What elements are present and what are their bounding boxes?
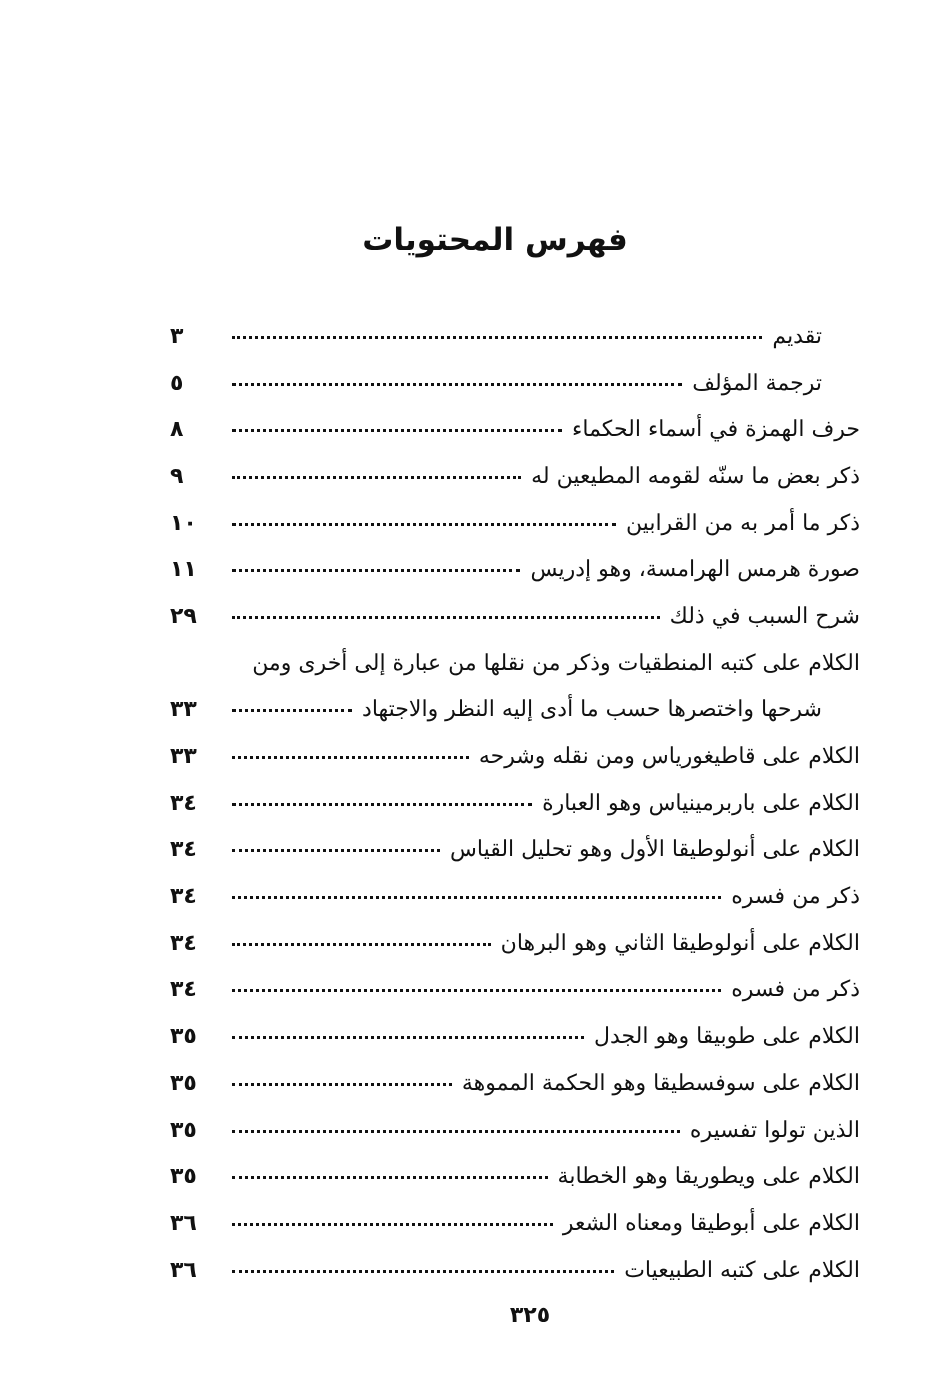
- toc-entry: [170, 780, 860, 827]
- toc-entry: [170, 1060, 860, 1107]
- toc-entry-text: [222, 604, 860, 629]
- toc-entry-text: [222, 1211, 860, 1236]
- toc-entry-label: الكلام على أبوطيقا ومعناه الشعر: [562, 1210, 860, 1236]
- dot-leader: [232, 943, 491, 946]
- toc-entry-label: تقديم: [772, 323, 822, 349]
- toc-page-number: ٣٣: [170, 744, 197, 770]
- toc-page-number: ٣٥: [170, 1164, 197, 1190]
- toc-entry: [170, 313, 860, 360]
- toc-entry-label: ذكر بعض ما سنّه لقومه المطيعين له: [531, 463, 860, 489]
- toc-entry-continuation: [170, 687, 860, 734]
- dot-leader: [232, 989, 721, 992]
- dot-leader: [232, 383, 682, 386]
- table-of-contents: [170, 313, 860, 1293]
- toc-page-number: ٣٥: [170, 1024, 197, 1050]
- toc-entry-label: الكلام على طوبيقا وهو الجدل: [593, 1024, 860, 1050]
- dot-leader: [232, 896, 721, 899]
- toc-entry-text: [222, 884, 860, 909]
- toc-entry-text: [222, 324, 860, 349]
- dot-leader: [232, 1176, 548, 1179]
- dot-leader: [232, 849, 440, 852]
- dot-leader: [232, 803, 532, 806]
- toc-entry-label: ترجمة المؤلف: [692, 370, 822, 396]
- toc-entry: [170, 827, 860, 874]
- toc-page-number: ٥: [170, 370, 184, 396]
- toc-entry-label: الكلام على قاطيغورياس ومن نقله وشرحه: [478, 744, 860, 770]
- toc-entry-label: شرحها واختصرها حسب ما أدى إليه النظر والاجتهاد: [362, 697, 822, 723]
- toc-page-number: ٣٤: [170, 837, 197, 863]
- dot-leader: [232, 1130, 680, 1133]
- toc-entry: [170, 453, 860, 500]
- toc-entry-text: [222, 1164, 860, 1189]
- toc-entry: [170, 640, 860, 687]
- toc-entry-text: [222, 744, 860, 769]
- toc-entry-label: الكلام على ويطوريقا وهو الخطابة: [557, 1164, 860, 1190]
- toc-entry-label: الكلام على باربرمينياس وهو العبارة: [542, 790, 860, 816]
- toc-entry: [170, 500, 860, 547]
- toc-page-number: ١٠: [170, 510, 197, 536]
- page-title: فهرس المحتويات: [362, 222, 628, 258]
- toc-entry-text: [222, 837, 860, 862]
- toc-entry-text: [222, 417, 860, 442]
- toc-entry-label: الذين تولوا تفسيره: [689, 1117, 860, 1143]
- toc-entry: [170, 406, 860, 453]
- toc-entry-text: [222, 511, 860, 536]
- toc-entry-label: ذكر من فسره: [731, 884, 860, 910]
- toc-entry-label: ذكر من فسره: [731, 977, 860, 1003]
- toc-entry-text: [170, 651, 860, 676]
- toc-page-number: ٣٤: [170, 930, 197, 956]
- toc-page-number: ٣٤: [170, 790, 197, 816]
- dot-leader: [232, 336, 762, 339]
- toc-entry: [170, 1247, 860, 1294]
- toc-page-number: ٢٩: [170, 603, 197, 629]
- dot-leader: [232, 709, 352, 712]
- dot-leader: [232, 756, 469, 759]
- toc-entry-label: الكلام على كتبه الطبيعيات: [624, 1257, 860, 1283]
- toc-entry-text: [222, 1118, 860, 1143]
- toc-entry: [170, 1153, 860, 1200]
- toc-entry-text: [222, 1024, 860, 1049]
- toc-page-number: ٣: [170, 323, 184, 349]
- toc-page-number: ٣٤: [170, 884, 197, 910]
- toc-entry-label: الكلام على سوفسطيقا وهو الحكمة المموهة: [461, 1070, 860, 1096]
- toc-entry-text: [222, 371, 860, 396]
- toc-entry-label: ذكر ما أمر به من القرابين: [625, 510, 860, 536]
- dot-leader: [232, 616, 660, 619]
- page-folio-number: ٣٢٥: [509, 1303, 551, 1328]
- dot-leader: [232, 476, 521, 479]
- dot-leader: [232, 1083, 452, 1086]
- dot-leader: [232, 429, 562, 432]
- toc-entry-text: [222, 697, 860, 722]
- toc-entry: [170, 920, 860, 967]
- toc-entry: [170, 360, 860, 407]
- dot-leader: [232, 523, 616, 526]
- dot-leader: [232, 1223, 553, 1226]
- toc-entry: [170, 967, 860, 1014]
- toc-entry: [170, 593, 860, 640]
- toc-page-number: ٣٤: [170, 977, 197, 1003]
- toc-page-number: ٣٣: [170, 697, 197, 723]
- toc-page-number: ٨: [170, 417, 184, 443]
- toc-entry-label: حرف الهمزة في أسماء الحكماء: [572, 417, 860, 443]
- toc-entry: [170, 1200, 860, 1247]
- toc-entry: [170, 873, 860, 920]
- toc-entry: [170, 1107, 860, 1154]
- dot-leader: [232, 1270, 614, 1273]
- toc-page-number: ٣٦: [170, 1210, 197, 1236]
- toc-entry: [170, 733, 860, 780]
- toc-entry: [170, 546, 860, 593]
- toc-entry: [170, 1013, 860, 1060]
- toc-entry-label: الكلام على أنولوطيقا الأول وهو تحليل القياس: [450, 837, 860, 863]
- toc-entry-text: [222, 931, 860, 956]
- toc-entry-text: [222, 464, 860, 489]
- toc-entry-label: شرح السبب في ذلك: [669, 603, 860, 629]
- toc-entry-text: [222, 557, 860, 582]
- toc-entry-text: [222, 977, 860, 1002]
- dot-leader: [232, 1036, 584, 1039]
- toc-entry-text: [222, 1071, 860, 1096]
- toc-page-number: ١١: [170, 557, 197, 583]
- toc-page-number: ٣٦: [170, 1257, 197, 1283]
- toc-entry-label: الكلام على أنولوطيقا الثاني وهو البرهان: [500, 930, 860, 956]
- toc-entry-label: الكلام على كتبه المنطقيات وذكر من نقلها من عبارة إلى أخرى ومن: [252, 650, 860, 676]
- toc-page-number: ٩: [170, 463, 184, 489]
- toc-entry-label: صورة هرمس الهرامسة، وهو إدريس: [530, 557, 860, 583]
- toc-page-number: ٣٥: [170, 1070, 197, 1096]
- dot-leader: [232, 569, 520, 572]
- toc-page-number: ٣٥: [170, 1117, 197, 1143]
- toc-entry-text: [222, 1258, 860, 1283]
- toc-entry-text: [222, 791, 860, 816]
